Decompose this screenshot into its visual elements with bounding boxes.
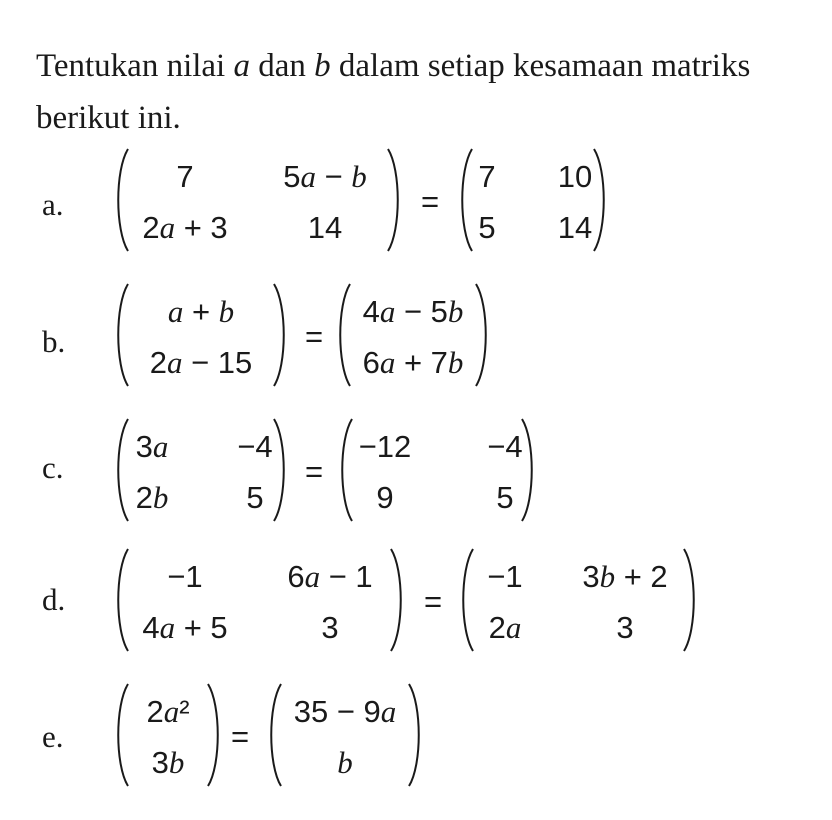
matrix-cell: −4 xyxy=(237,429,273,464)
matrix-cell: −1 xyxy=(487,559,523,594)
left-matrix xyxy=(112,145,404,255)
matrix-cell: 2a xyxy=(488,610,522,645)
left-paren-icon xyxy=(112,545,134,655)
left-paren-icon xyxy=(456,145,478,255)
matrix-cell: 5 xyxy=(478,210,496,245)
left-matrix xyxy=(112,415,290,525)
right-matrix xyxy=(456,145,610,255)
left-paren-icon xyxy=(265,680,287,790)
left-paren-icon xyxy=(457,545,479,655)
equals-sign: = xyxy=(304,454,324,489)
matrix-cell: 3 xyxy=(616,610,634,645)
matrix-cell: 2b xyxy=(135,480,169,515)
matrix-cell: 5 xyxy=(496,480,514,515)
matrix-cell: b xyxy=(337,745,353,780)
left-paren-icon xyxy=(336,415,358,525)
item-label: a. xyxy=(42,187,64,222)
equals-sign: = xyxy=(423,584,443,619)
matrix-cell: 4a − 5b xyxy=(362,294,464,329)
matrix-cell: 3b + 2 xyxy=(582,559,668,594)
right-matrix xyxy=(457,545,700,655)
left-paren-icon xyxy=(112,415,134,525)
matrix-cell: a + b xyxy=(167,294,235,329)
question-part-1: Tentukan nilai xyxy=(36,48,234,84)
right-paren-icon xyxy=(202,680,224,790)
matrix-cell: 2a² xyxy=(146,694,190,729)
item-label: e. xyxy=(42,719,64,754)
item-label: d. xyxy=(42,582,66,617)
right-paren-icon xyxy=(268,280,290,390)
left-paren-icon xyxy=(112,280,134,390)
item-label: c. xyxy=(42,450,64,485)
matrix-cell: 2a + 3 xyxy=(142,210,228,245)
matrix-cell: 5a − b xyxy=(283,159,367,194)
equals-sign: = xyxy=(230,719,250,754)
right-paren-icon xyxy=(385,545,407,655)
matrix-cell: 14 xyxy=(557,210,593,245)
right-paren-icon xyxy=(678,545,700,655)
left-matrix xyxy=(112,280,290,390)
matrix-cell: 4a + 5 xyxy=(142,610,228,645)
matrix-cell: 5 xyxy=(246,480,264,515)
left-paren-icon xyxy=(112,145,134,255)
left-paren-icon xyxy=(112,680,134,790)
question-text xyxy=(36,40,816,144)
matrix-cell: 3a xyxy=(135,429,169,464)
right-paren-icon xyxy=(403,680,425,790)
matrix-cell: 6a − 1 xyxy=(287,559,373,594)
item-label: b. xyxy=(42,324,66,359)
equals-sign: = xyxy=(420,184,440,219)
matrix-cell: 14 xyxy=(307,210,343,245)
equals-sign: = xyxy=(304,319,324,354)
right-matrix xyxy=(265,680,425,790)
right-paren-icon xyxy=(470,280,492,390)
question-var-b: b xyxy=(314,48,331,84)
matrix-cell: 10 xyxy=(557,159,593,194)
matrix-cell: 9 xyxy=(376,480,394,515)
left-matrix xyxy=(112,680,224,790)
question-part-3: dalam setiap kesamaan matriks berikut ini. xyxy=(36,48,751,136)
matrix-cell: −12 xyxy=(358,429,412,464)
matrix-cell: 7 xyxy=(176,159,194,194)
matrix-cell: 7 xyxy=(478,159,496,194)
matrix-cell: 3b xyxy=(151,745,185,780)
matrix-cell: −1 xyxy=(167,559,203,594)
matrix-cell: 6a + 7b xyxy=(362,345,464,380)
right-matrix xyxy=(336,415,538,525)
matrix-cell: −4 xyxy=(487,429,523,464)
left-paren-icon xyxy=(334,280,356,390)
left-matrix xyxy=(112,545,407,655)
question-var-a: a xyxy=(233,48,250,84)
right-paren-icon xyxy=(382,145,404,255)
matrix-cell: 2a − 15 xyxy=(149,345,253,380)
question-part-2: dan xyxy=(249,48,315,84)
matrix-cell: 3 xyxy=(321,610,339,645)
right-matrix xyxy=(334,280,492,390)
matrix-cell: 35 − 9a xyxy=(293,694,397,729)
